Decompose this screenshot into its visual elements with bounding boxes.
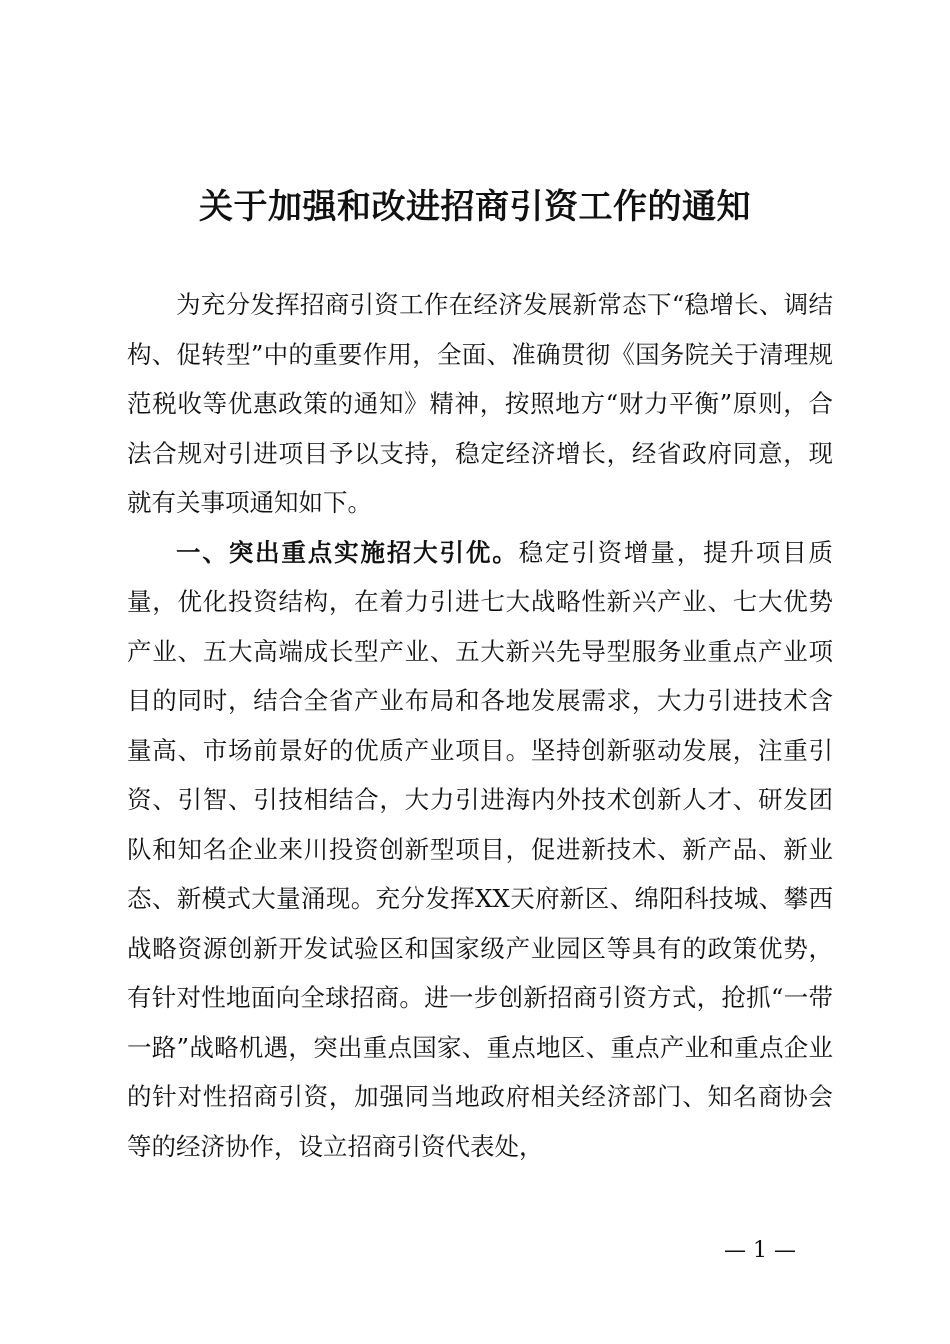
section-1-heading: 一、突出重点实施招大引优。: [176, 537, 519, 567]
document-title: 关于加强和改进招商引资工作的通知: [199, 187, 751, 227]
section-1-paragraph: [127, 528, 833, 1172]
page-number: — 1 —: [724, 1238, 796, 1263]
intro-paragraph: 为充分发挥招商引资工作在经济发展新常态下“稳增长、调结构、促转型”中的重要作用，全面、准确贯彻《国务院关于清理规范税收等优惠政策的通知》精神，按照地方“财力平衡”原则，合法合规对引进项目予以支持，稳定经济增长，经省政府同意，现就有关事项通知如下。: [127, 290, 833, 517]
document-body: [127, 280, 833, 1171]
section-1-text: 稳定引资增量，提升项目质量，优化投资结构，在着力引进七大战略性新兴产业、七大优势产业、五大高端成长型产业、五大新兴先导型服务业重点产业项目的同时，结合全省产业布局和各地发展需求，大力引进技术含量高、市场前景好的优质产业项目。坚持创新驱动发展，注重引资、引智、引技相结合，大力引进海内外技术创新人才、研发团队和知名企业来川投资创新型项目，促进新技术、新产品、新业态、新模式大量涌现。充分发挥XX天府新区、绵阳科技城、攀西战略资源创新开发试验区和国家级产业园区等具有的政策优势，有针对性地面向全球招商。进一步创新招商引资方式，抢抓“一带一路”战略机遇，突出重点国家、重点地区、重点产业和重点企业的针对性招商引资，加强同当地政府相关经济部门、知名商协会等的经济协作，设立招商引资代表处，: [127, 537, 834, 1161]
